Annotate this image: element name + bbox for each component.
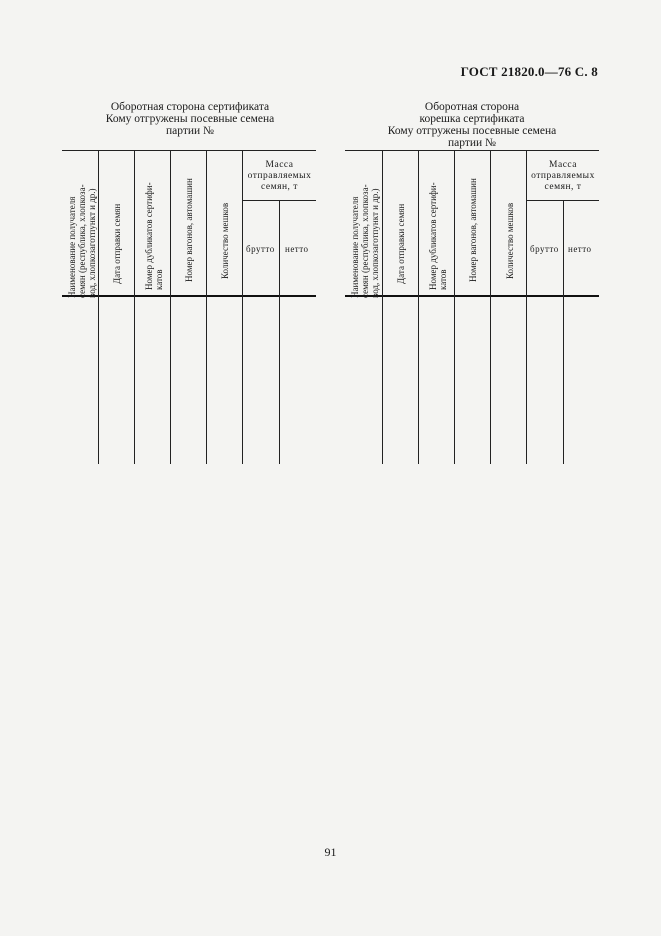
- left-header-brutto: брутто: [246, 244, 275, 254]
- left-header-netto: нетто: [285, 244, 309, 254]
- gost-page-header: ГОСТ 21820.0—76 С. 8: [460, 64, 598, 79]
- right-header-recipient: Наименование получателя семян (республика, хлопкоза- вод, хлопкозаготпункт и др.): [350, 184, 380, 298]
- right-header-bags: Количество мешков: [505, 202, 515, 279]
- left-header-mass: Масса отправляемых семян, т: [247, 160, 312, 192]
- right-header-duplicates: Номер дубликатов сертифи- катов: [428, 182, 448, 290]
- left-header-date: Дата отправки семян: [112, 203, 122, 284]
- right-header-date: Дата отправки семян: [396, 203, 406, 284]
- right-header-brutto: брутто: [530, 244, 559, 254]
- left-title-line-2: Кому отгружены посевные семена: [105, 113, 275, 125]
- page-number: 91: [324, 845, 337, 859]
- left-header-bags: Количество мешков: [220, 202, 230, 279]
- right-header-netto: нетто: [568, 244, 592, 254]
- left-title-line-1: Оборотная сторона сертификата: [110, 101, 270, 113]
- right-header-wagons: Номер вагонов, автомашин: [468, 178, 478, 282]
- left-header-recipient: Наименование получателя семян (республика, хлопкоза- вод, хлопкозаготпункт и др.): [67, 184, 97, 298]
- right-title-line-1: Оборотная сторона: [424, 101, 520, 113]
- right-header-mass: Масса отправляемых семян, т: [531, 160, 595, 192]
- right-block-title: [372, 101, 572, 149]
- left-block-title: [90, 101, 290, 137]
- left-header-wagons: Номер вагонов, автомашин: [184, 178, 194, 282]
- right-title-line-3: Кому отгружены посевные семена: [387, 125, 557, 137]
- left-title-line-3: партии №: [165, 125, 215, 137]
- right-title-line-4: партии №: [447, 137, 497, 149]
- left-header-duplicates: Номер дубликатов сертифи- катов: [144, 182, 164, 290]
- right-title-line-2: корешка сертификата: [419, 113, 525, 125]
